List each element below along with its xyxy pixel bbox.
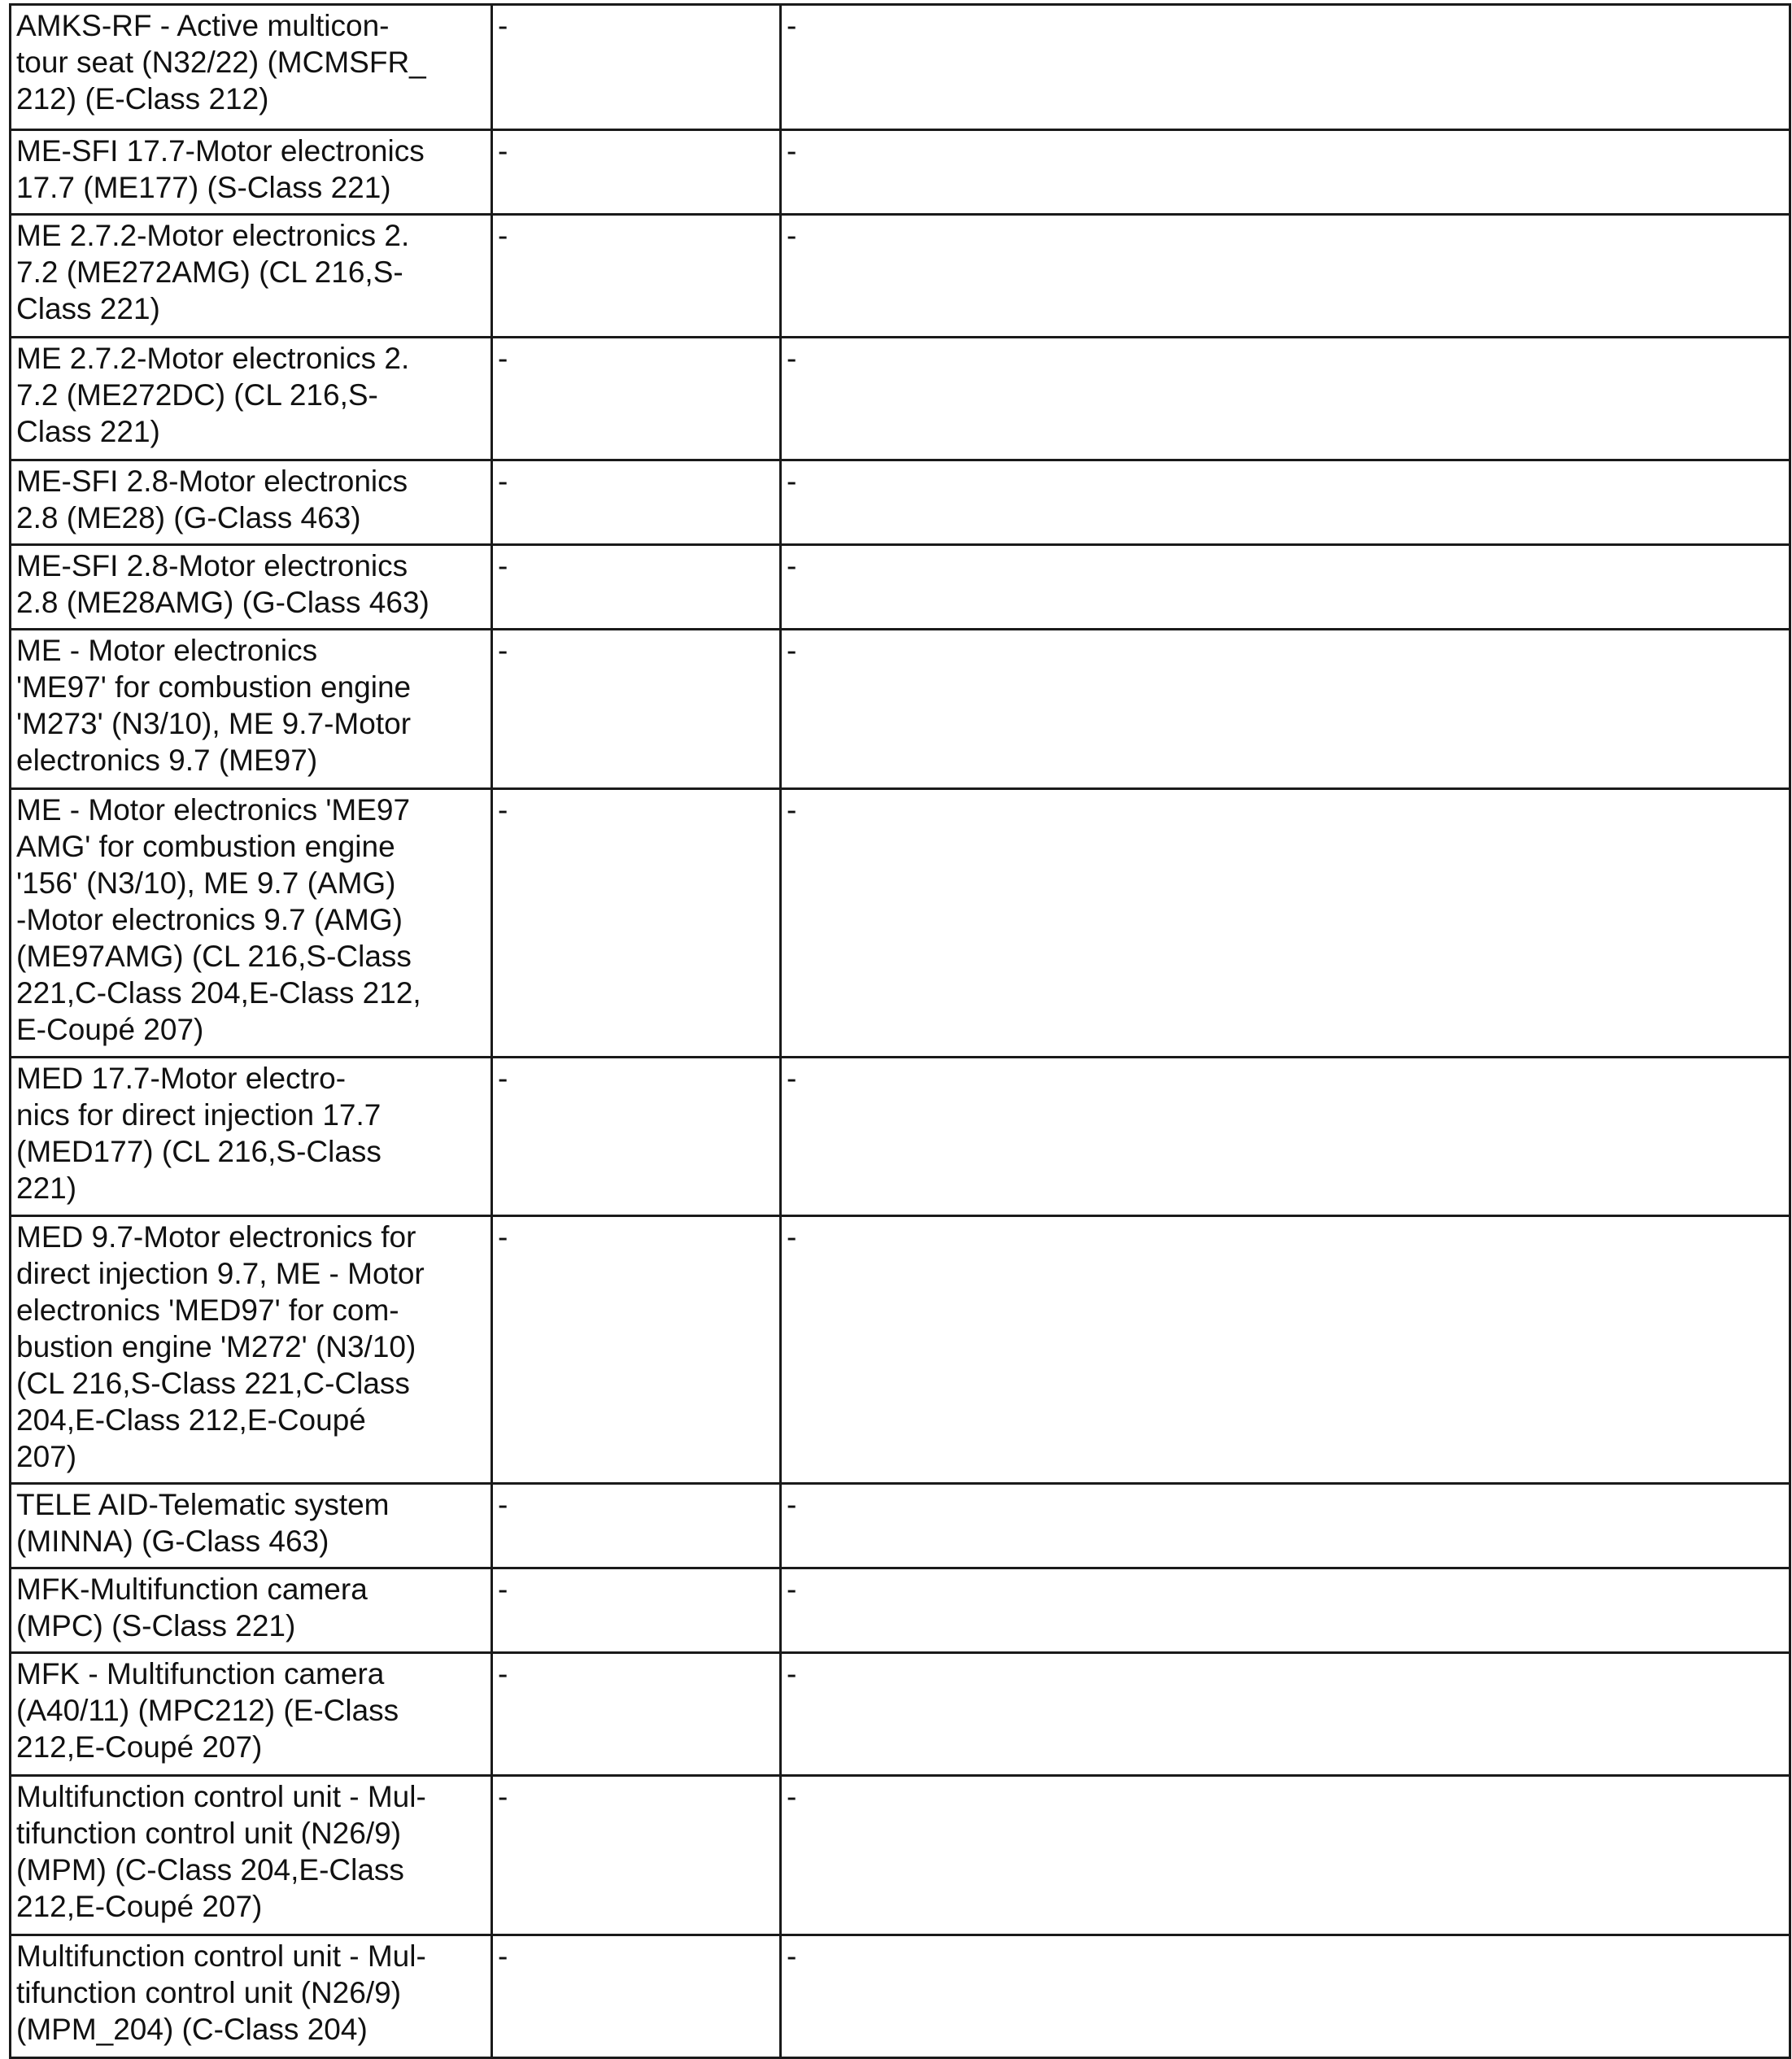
control-unit-name: ME - Motor electronics 'ME97' for combustion engine 'M273' (N3/10), ME 9.7-Motor electronics 9.7 (ME97) <box>16 634 412 777</box>
control-unit-cell <box>11 630 492 789</box>
control-unit-cell <box>11 1776 492 1935</box>
table-row <box>11 215 1790 338</box>
value-text: - <box>498 793 508 827</box>
control-unit-name: ME 2.7.2-Motor electronics 2. 7.2 (ME272AMG) (CL 216,S- Class 221) <box>16 219 410 325</box>
remark-cell <box>781 545 1790 630</box>
control-unit-cell <box>11 545 492 630</box>
value-text: - <box>498 342 508 375</box>
remark-text: - <box>787 134 797 168</box>
value-text: - <box>498 634 508 667</box>
value-cell <box>492 460 781 545</box>
remark-cell <box>781 5 1790 130</box>
control-unit-cell <box>11 460 492 545</box>
value-cell <box>492 5 781 130</box>
remark-cell <box>781 789 1790 1058</box>
control-unit-cell <box>11 1216 492 1484</box>
remark-cell <box>781 215 1790 338</box>
table-row <box>11 1216 1790 1484</box>
control-unit-cell <box>11 338 492 460</box>
remark-text: - <box>787 1573 797 1606</box>
control-unit-name: MED 9.7-Motor electronics for direct injection 9.7, ME - Motor electronics 'MED97' for com- bustion engine 'M272' (N3/10) (CL 216,S-Class 221,C-Class 204,E-Class 212,E-Coupé 207) <box>16 1220 425 1473</box>
value-text: - <box>498 465 508 498</box>
control-unit-name: ME-SFI 2.8-Motor electronics 2.8 (ME28AMG) (G-Class 463) <box>16 549 429 619</box>
value-text: - <box>498 1062 508 1095</box>
remark-cell <box>781 130 1790 215</box>
value-cell <box>492 130 781 215</box>
table-row <box>11 1653 1790 1776</box>
value-cell <box>492 215 781 338</box>
table-row <box>11 460 1790 545</box>
remark-cell <box>781 1935 1790 2058</box>
control-unit-cell <box>11 1935 492 2058</box>
table-row <box>11 630 1790 789</box>
table-row <box>11 1935 1790 2058</box>
table-row <box>11 545 1790 630</box>
remark-text: - <box>787 219 797 252</box>
control-unit-table <box>9 3 1791 2059</box>
value-text: - <box>498 134 508 168</box>
control-unit-cell <box>11 5 492 130</box>
control-unit-cell <box>11 130 492 215</box>
control-unit-name: TELE AID-Telematic system (MINNA) (G-Class 463) <box>16 1488 390 1558</box>
value-cell <box>492 789 781 1058</box>
value-text: - <box>498 1780 508 1813</box>
control-unit-cell <box>11 1484 492 1568</box>
remark-cell <box>781 1653 1790 1776</box>
remark-text: - <box>787 793 797 827</box>
value-cell <box>492 1216 781 1484</box>
remark-text: - <box>787 1220 797 1254</box>
remark-text: - <box>787 1062 797 1095</box>
document-page <box>9 3 1789 2059</box>
remark-cell <box>781 1058 1790 1216</box>
remark-cell <box>781 338 1790 460</box>
table-row <box>11 1568 1790 1653</box>
value-cell <box>492 1653 781 1776</box>
control-unit-name: Multifunction control unit - Mul- tifunction control unit (N26/9) (MPM_204) (C-Class 204) <box>16 1939 426 2046</box>
value-text: - <box>498 1573 508 1606</box>
remark-text: - <box>787 1488 797 1521</box>
remark-text: - <box>787 9 797 42</box>
value-cell <box>492 1058 781 1216</box>
remark-cell <box>781 1568 1790 1653</box>
value-cell <box>492 630 781 789</box>
remark-text: - <box>787 465 797 498</box>
remark-cell <box>781 1484 1790 1568</box>
table-row <box>11 1058 1790 1216</box>
control-unit-name: ME 2.7.2-Motor electronics 2. 7.2 (ME272DC) (CL 216,S- Class 221) <box>16 342 410 448</box>
value-text: - <box>498 1939 508 1973</box>
control-unit-name: ME-SFI 17.7-Motor electronics 17.7 (ME177) (S-Class 221) <box>16 134 425 204</box>
control-unit-cell <box>11 1568 492 1653</box>
remark-text: - <box>787 634 797 667</box>
control-unit-cell <box>11 789 492 1058</box>
control-unit-name: ME - Motor electronics 'ME97 AMG' for combustion engine '156' (N3/10), ME 9.7 (AMG) -Motor electronics 9.7 (AMG) (ME97AMG) (CL 216,S-Class 221,C-Class 204,E-Class 212, E-Coupé 207) <box>16 793 421 1046</box>
remark-cell <box>781 630 1790 789</box>
control-unit-name: MFK-Multifunction camera (MPC) (S-Class 221) <box>16 1573 368 1642</box>
control-unit-name: Multifunction control unit - Mul- tifunction control unit (N26/9) (MPM) (C-Class 204,E-Class 212,E-Coupé 207) <box>16 1780 426 1923</box>
value-cell <box>492 1568 781 1653</box>
remark-text: - <box>787 342 797 375</box>
remark-text: - <box>787 1657 797 1690</box>
table-row <box>11 789 1790 1058</box>
control-unit-cell <box>11 1653 492 1776</box>
table-row <box>11 130 1790 215</box>
value-text: - <box>498 1657 508 1690</box>
table-row <box>11 338 1790 460</box>
control-unit-name: MFK - Multifunction camera (A40/11) (MPC212) (E-Class 212,E-Coupé 207) <box>16 1657 399 1764</box>
table-row <box>11 1776 1790 1935</box>
value-text: - <box>498 1220 508 1254</box>
value-cell <box>492 1776 781 1935</box>
value-cell <box>492 1484 781 1568</box>
value-text: - <box>498 549 508 582</box>
control-unit-cell <box>11 1058 492 1216</box>
remark-cell <box>781 1776 1790 1935</box>
value-text: - <box>498 9 508 42</box>
table-row <box>11 1484 1790 1568</box>
value-text: - <box>498 1488 508 1521</box>
control-unit-cell <box>11 215 492 338</box>
remark-cell <box>781 1216 1790 1484</box>
remark-text: - <box>787 1780 797 1813</box>
control-unit-name: ME-SFI 2.8-Motor electronics 2.8 (ME28) (G-Class 463) <box>16 465 408 534</box>
control-unit-name: AMKS-RF - Active multicon- tour seat (N32/22) (MCMSFR_ 212) (E-Class 212) <box>16 9 426 116</box>
value-cell <box>492 545 781 630</box>
control-unit-name: MED 17.7-Motor electro- nics for direct injection 17.7 (MED177) (CL 216,S-Class 221) <box>16 1062 382 1205</box>
value-cell <box>492 1935 781 2058</box>
remark-text: - <box>787 1939 797 1973</box>
value-text: - <box>498 219 508 252</box>
table-row <box>11 5 1790 130</box>
remark-text: - <box>787 549 797 582</box>
remark-cell <box>781 460 1790 545</box>
value-cell <box>492 338 781 460</box>
